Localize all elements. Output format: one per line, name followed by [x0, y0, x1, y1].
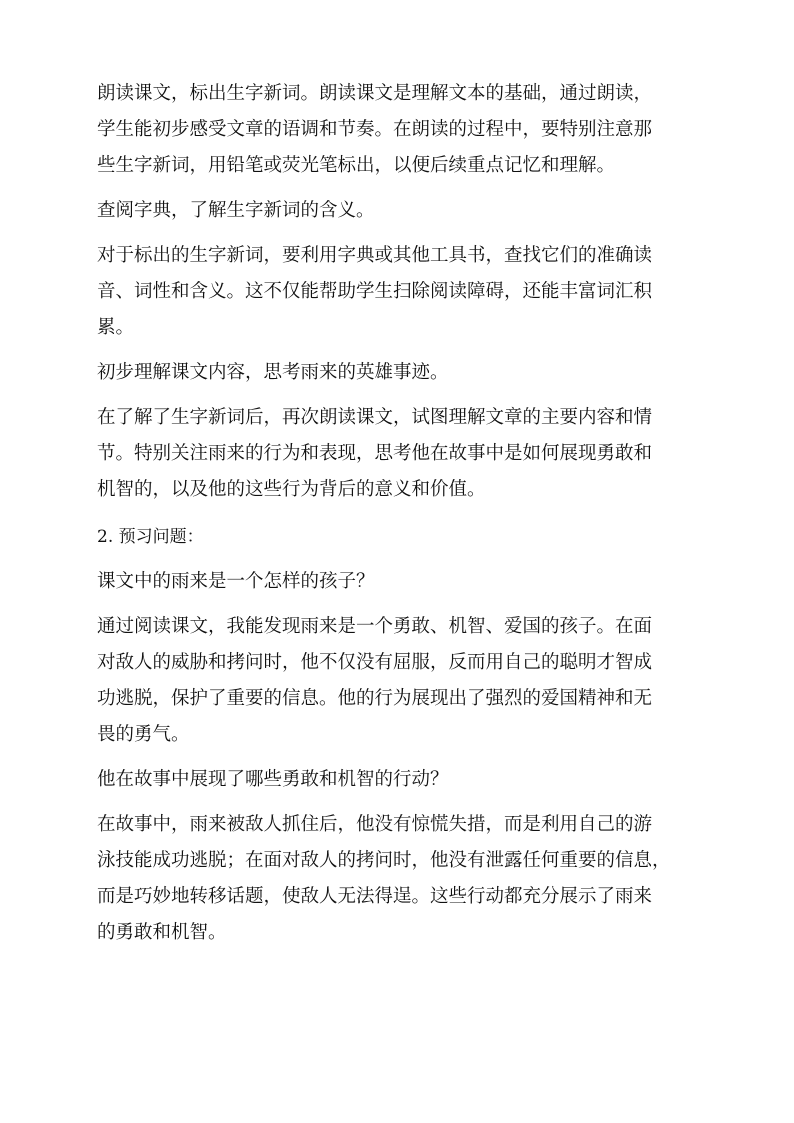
answer-brave-actions	[97, 807, 697, 951]
text-line: 他在故事中展现了哪些勇敢和机智的行动？	[97, 769, 449, 790]
paragraph-gap	[97, 555, 697, 564]
text-line: 节。特别关注雨来的行为和表现，思考他在故事中是如何展现勇敢和	[97, 443, 653, 464]
text-line: 在了解了生字新词后，再次朗读课文，试图理解文章的主要内容和情	[97, 407, 653, 428]
paragraph-gap	[97, 391, 697, 400]
text-line: 查阅字典，了解生字新词的含义。	[97, 200, 375, 221]
text-line: 的勇敢和机智。	[97, 922, 227, 943]
paragraph-gap	[97, 753, 697, 762]
text-line: 而是巧妙地转移话题，使敌人无法得逞。这些行动都充分展示了雨来	[97, 886, 653, 907]
paragraph-gap	[97, 346, 697, 355]
text-line: 初步理解课文内容，思考雨来的英雄事迹。	[97, 362, 449, 383]
paragraph-gap	[97, 600, 697, 609]
paragraph-understanding-body	[97, 400, 697, 508]
paragraph-gap	[97, 798, 697, 807]
paragraph-gap	[97, 229, 697, 238]
paragraph-dictionary-body	[97, 238, 697, 346]
text-line: 2. 预习问题：	[97, 527, 204, 547]
text-line: 机智的，以及他的这些行为背后的意义和价值。	[97, 479, 486, 500]
text-line: 通过阅读课文，我能发现雨来是一个勇敢、机智、爱国的孩子。在面	[97, 616, 653, 637]
text-line: 朗读课文，标出生字新词。朗读课文是理解文本的基础，通过朗读，	[97, 83, 653, 104]
paragraph-reading-aloud	[97, 76, 697, 184]
text-line: 些生字新词，用铅笔或荧光笔标出，以便后续重点记忆和理解。	[97, 155, 616, 176]
text-line: 功逃脱，保护了重要的信息。他的行为展现出了强烈的爱国精神和无	[97, 688, 653, 709]
document-body	[97, 76, 697, 951]
text-line: 泳技能成功逃脱；在面对敌人的拷问时，他没有泄露任何重要的信息，	[97, 850, 671, 871]
text-line: 对于标出的生字新词，要利用字典或其他工具书，查找它们的准确读	[97, 245, 653, 266]
text-line: 累。	[97, 317, 135, 338]
text-line: 在故事中，雨来被敌人抓住后，他没有惊慌失措，而是利用自己的游	[97, 814, 653, 835]
paragraph-dictionary-title	[97, 193, 697, 229]
paragraph-gap	[97, 508, 697, 519]
text-line: 对敌人的威胁和拷问时，他不仅没有屈服，反而用自己的聪明才智成	[97, 652, 653, 673]
text-line: 音、词性和含义。这不仅能帮助学生扫除阅读障碍，还能丰富词汇积	[97, 281, 653, 302]
paragraph-understanding-title	[97, 355, 697, 391]
text-line: 课文中的雨来是一个怎样的孩子？	[97, 571, 375, 592]
text-line: 畏的勇气。	[97, 724, 190, 745]
question-brave-actions	[97, 762, 697, 798]
paragraph-gap	[97, 184, 697, 193]
question-what-kind-of-child	[97, 564, 697, 600]
section-heading-preview-questions	[97, 519, 697, 555]
text-line: 学生能初步感受文章的语调和节奏。在朗读的过程中，要特别注意那	[97, 119, 653, 140]
answer-what-kind-of-child	[97, 609, 697, 753]
